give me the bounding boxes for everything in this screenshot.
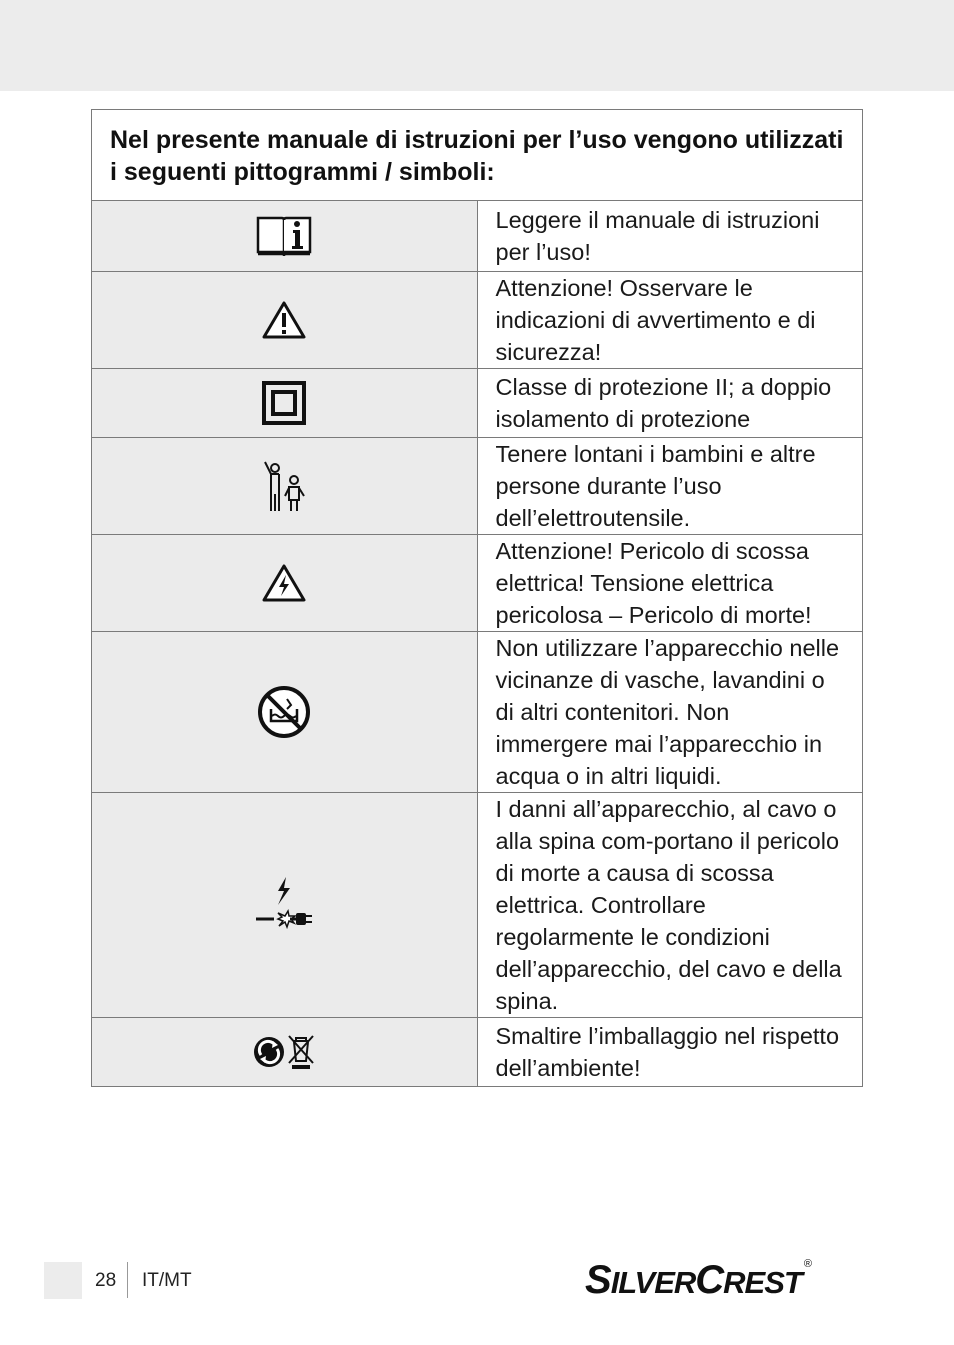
warning-triangle-icon [92,272,478,369]
table-row [92,632,863,793]
read-manual-icon [92,201,478,272]
language-code: IT/MT [142,1270,192,1291]
symbol-description: Non utilizzare l’apparecchio nelle vicinanze di vasche, lavandini o di altri contenitori. Non immergere mai l’apparecchio in acqua o in altri liquidi. [477,632,863,793]
protection-class-ii-icon [92,369,478,438]
symbol-description: Leggere il manuale di istruzioni per l’uso! [477,201,863,272]
symbol-description: Attenzione! Osservare le indicazioni di avvertimento e di sicurezza! [477,272,863,369]
table-row [92,201,863,272]
no-water-icon [92,632,478,793]
footer-divider [127,1262,128,1298]
table-row [92,369,863,438]
electric-shock-warning-icon [92,535,478,632]
keep-children-away-icon [92,438,478,535]
symbol-description: Tenere lontani i bambini e altre persone durante l’uso dell’elettroutensile. [477,438,863,535]
table-header-title: Nel presente manuale di istruzioni per l’uso vengono utilizzati i seguenti pittogrammi / simboli: [92,110,863,201]
table-row [92,793,863,1018]
logo-ilver: ILVER [610,1265,696,1300]
symbol-description: Smaltire l’imballaggio nel rispetto dell’ambiente! [477,1018,863,1087]
registered-mark: ® [803,1258,812,1270]
table-row [92,438,863,535]
table-row [92,272,863,369]
silvercrest-logo [585,1258,861,1302]
top-band [0,0,954,91]
logo-rest: REST [723,1265,802,1300]
recycling-disposal-icon [92,1018,478,1087]
logo-letter-c: C [695,1258,724,1302]
logo-letter-s: S [585,1258,611,1302]
damaged-cable-icon [92,793,478,1018]
table-row [92,1018,863,1087]
page-number: 28 [95,1270,117,1291]
table-row [92,535,863,632]
symbol-description: Classe di protezione II; a doppio isolamento di protezione [477,369,863,438]
footer-tab-marker [44,1262,82,1299]
symbol-description: Attenzione! Pericolo di scossa elettrica! Tensione elettrica pericolosa – Pericolo di morte! [477,535,863,632]
symbols-table [91,109,863,1087]
symbol-description: I danni all’apparecchio, al cavo o alla spina com-portano il pericolo di morte a causa di scossa elettrica. Controllare regolarmente le condizioni dell’apparecchio, del cavo e della spina. [477,793,863,1018]
table-header-row [92,110,863,201]
